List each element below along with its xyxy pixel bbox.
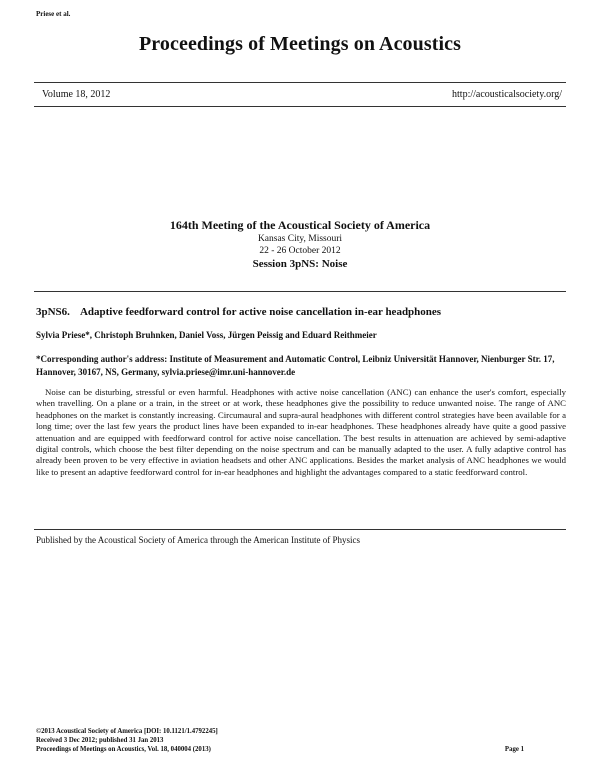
footer-citation: Proceedings of Meetings on Acoustics, Vol. 18, 040004 (2013) [36,745,211,753]
meeting-dates: 22 - 26 October 2012 [259,246,341,256]
journal-website-link[interactable]: http://acousticalsociety.org/ [452,89,562,100]
info-bar-top-rule [34,82,566,83]
page-footer [36,728,218,754]
paper-title [36,306,441,318]
meeting-block [0,218,600,272]
meeting-title: 164th Meeting of the Acoustical Society of America [169,218,431,232]
journal-title: Proceedings of Meetings on Acoustics [138,33,462,55]
section-divider [34,529,566,530]
paper-title-text: Adaptive feedforward control for active noise cancellation in-ear headphones [79,306,442,318]
journal-volume: Volume 18, 2012 [42,89,111,100]
section-divider [34,291,566,292]
paper-abstract: Noise can be disturbing, stressful or even harmful. Headphones with active noise cancellation (ANC) can enhance the user's comfort, especially when travelling. On a plane or a train, in the street or at work, these headphones give the possibility to reduce unwanted noise. The range of ANC headphones on the market is constantly increasing. Circumaural and supra-aural headphones with different control strategies have been available for a long time; over the last few years the product lines have been expanded to in-ear headphones. These headphones already have quite a good passive attenuation and are equipped with feedforward control for active noise cancellation. The best results in attenuation are achieved by semi-adaptive digital controls, which choose the best filter depending on the noise spectrum and can be manually adapted to the user. A fully adaptive control has already been proven to be very effective in aviation headsets and other ANC applications. Besides the market analysis of ANC headphones we would like to present an adaptive feedforward control for in-ear headphones and highlight the advantages compared to a static feedforward control. [36,387,566,477]
corresponding-address: *Corresponding author's address: Institute of Measurement and Automatic Control, Leibniz Universität Hannover, Nienburger Str. 17, Hannover, 30167, NS, Germany, sylvia.priese@imr.uni-hannover.de [36,354,555,377]
footer-received: Received 3 Dec 2012; published 31 Jan 2013 [36,736,164,744]
paper-code: 3pNS6. [36,306,70,318]
session-title: Session 3pNS: Noise [252,258,348,270]
paper-authors: Sylvia Priese*, Christoph Bruhnken, Daniel Voss, Jürgen Peissig and Eduard Reithmeier [36,330,377,340]
running-head: Priese et al. [36,10,71,18]
info-bar-bottom-rule [34,106,566,107]
footer-copyright: ©2013 Acoustical Society of America [DOI: 10.1121/1.4792245] [36,728,218,735]
publisher-note: Published by the Acoustical Society of America through the American Institute of Physics [36,535,360,545]
page-number: Page 1 [504,745,524,753]
meeting-location: Kansas City, Missouri [257,234,343,244]
